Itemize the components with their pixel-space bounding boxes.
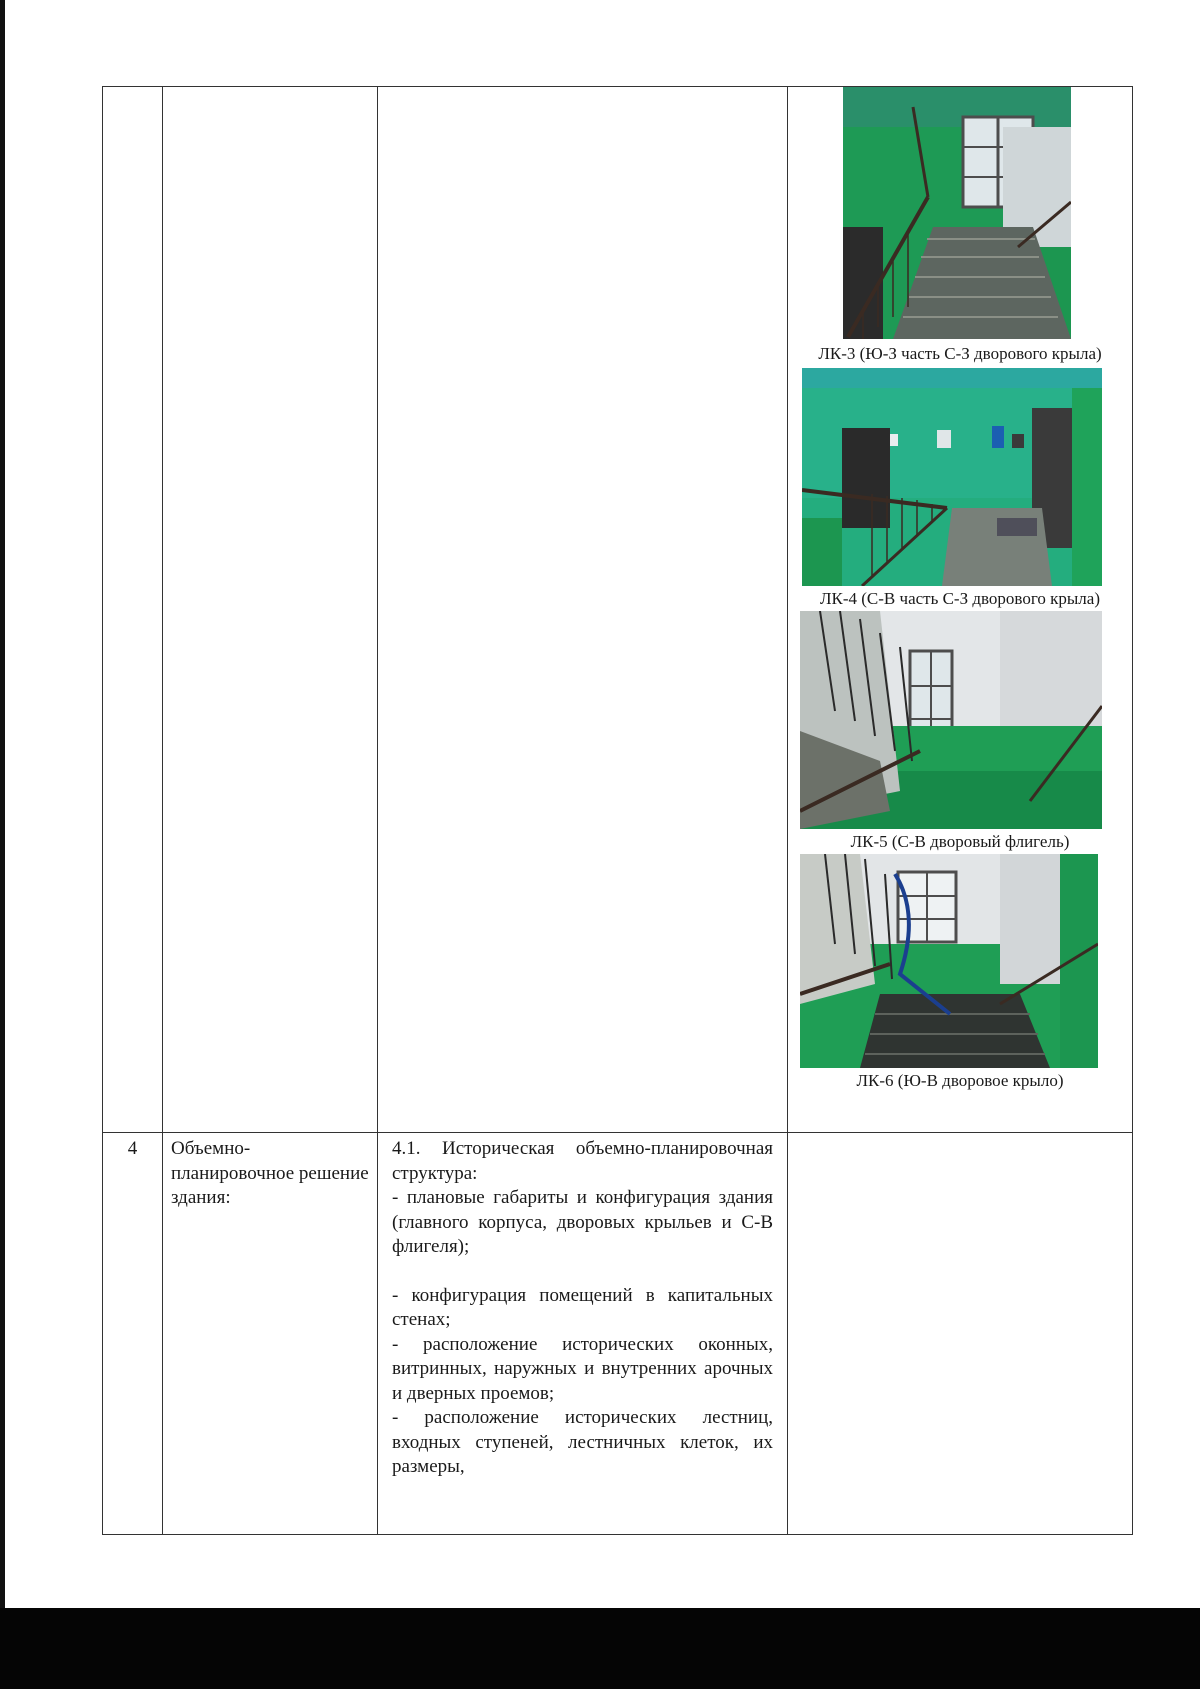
- scan-left-edge: [0, 0, 5, 1608]
- stairwell-photo-lk5: [800, 611, 1102, 829]
- photo-caption-lk6: ЛК-6 (Ю-В дворовое крыло): [856, 1071, 1064, 1090]
- scan-bottom-band: [0, 1608, 1200, 1689]
- paragraph-stairs: - расположение исторических лестниц, входных ступеней, лестничных клеток, их размеры,: [392, 1407, 773, 1477]
- paragraph-rooms: - конфигурация помещений в капитальных стенах;: [392, 1284, 773, 1330]
- paragraph-openings: - расположение исторических оконных, витринных, наружных и внутренних арочных и дверных проемов;: [392, 1333, 773, 1404]
- table-row-4: [103, 1133, 1133, 1535]
- photo-caption-lk4: ЛК-4 (С-В часть С-З дворового крыла): [819, 589, 1100, 608]
- row-description: [378, 1133, 788, 1535]
- stairwell-photo-lk4: [802, 368, 1102, 586]
- table-row-photos: [103, 87, 1133, 1133]
- photo-cell-empty: [788, 1133, 1133, 1535]
- row-title: Объемно-планировочное решение здания:: [163, 1133, 378, 1535]
- photo-block-lk4: [788, 368, 1132, 609]
- paragraph-4-1: 4.1. Историческая объемно-планировочная структура:: [392, 1138, 773, 1184]
- stairwell-photo-lk3: [843, 87, 1071, 339]
- photo-cell: [788, 87, 1133, 1133]
- paragraph-gap: [392, 1260, 773, 1284]
- photo-caption-lk5: ЛК-5 (С-В дворовый флигель): [850, 832, 1070, 851]
- photo-block-lk6: [788, 854, 1132, 1091]
- photo-caption-lk3: ЛК-3 (Ю-З часть С-З дворового крыла): [818, 344, 1102, 363]
- photo-block-lk5: [788, 611, 1132, 852]
- description-cell-empty: [378, 87, 788, 1133]
- photo-block-lk3: [788, 87, 1132, 364]
- row-number: 4: [103, 1133, 163, 1535]
- stairwell-photo-lk6: [800, 854, 1098, 1068]
- number-cell-empty: [103, 87, 163, 1133]
- title-cell-empty: [163, 87, 378, 1133]
- protection-subject-table: [102, 86, 1133, 1535]
- paragraph-dimensions: - плановые габариты и конфигурация здания (главного корпуса, дворовых крыльев и С-В флигеля);: [392, 1187, 773, 1257]
